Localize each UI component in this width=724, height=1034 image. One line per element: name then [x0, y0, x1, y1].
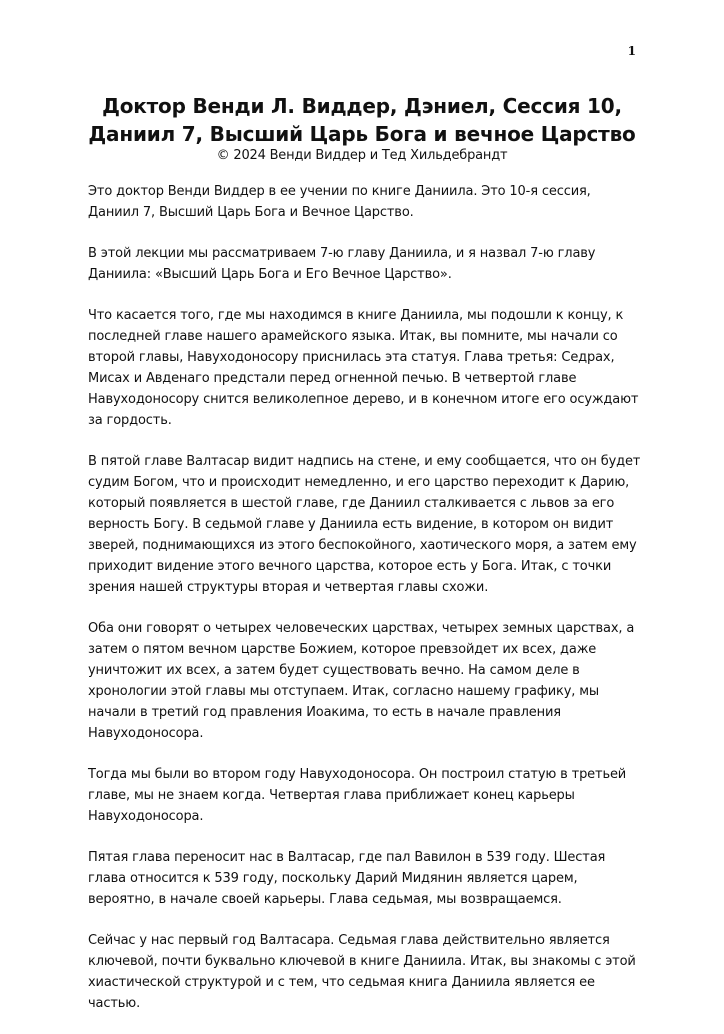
- paragraph: Пятая глава переносит нас в Валтасар, где пал Вавилон в 539 году. Шестая глава относится к 539 году, поскольку Дарий Мидянин является царем, вероятно, в начале своей карьеры. Глава седьмая, мы возвращаемся.: [88, 850, 606, 907]
- title-line-2: Даниил 7, Высший Царь Бога и вечное Царство: [88, 122, 636, 146]
- paragraph: Тогда мы были во втором году Навуходоносора. Он построил статую в третьей главе, мы не знаем когда. Четвертая глава приближает конец карьеры Навуходоносора.: [88, 767, 627, 824]
- paragraph: В пятой главе Валтасар видит надпись на стене, и ему сообщается, что он будет судим Богом, что и происходит немедленно, и его царство переходит к Дарию, который появляется в шестой главе, где Даниил сталкивается с львов за его верность Богу. В седьмой главе у Даниила есть видение, в котором он видит зверей, поднимающихся из этого беспокойного, хаотического моря, а затем ему приходит видение этого вечного царства, которое есть у Бога. Итак, с точки зрения нашей структуры вторая и четвертая главы схожи.: [88, 454, 641, 595]
- page-number: 1: [627, 44, 636, 58]
- paragraph: Это доктор Венди Виддер в ее учении по книге Даниила. Это 10-я сессия, Даниил 7, Высший Царь Бога и Вечное Царство.: [88, 184, 591, 220]
- paragraph: Оба они говорят о четырех человеческих царствах, четырех земных царствах, а затем о пятом вечном царстве Божием, которое превзойдет их всех, даже уничтожит их всех, а затем будет существовать вечно. На самом деле в хронологии этой главы мы отступаем. Итак, согласно нашему графику, мы начали в третий год правления Иоакима, то есть в начале правления Навуходоносора.: [88, 621, 635, 741]
- copyright-line: © 2024 Венди Виддер и Тед Хильдебрандт: [216, 148, 508, 163]
- paragraph: Сейчас у нас первый год Валтасара. Седьмая глава действительно является ключевой, почти буквально ключевой в книге Даниила. Итак, вы знакомы с этой хиастической структурой и с тем, что седьмая книга Даниила является ее частью.: [88, 933, 636, 1011]
- title-line-1: Доктор Венди Л. Виддер, Дэниел, Сессия 10,: [102, 94, 622, 118]
- paragraph: В этой лекции мы рассматриваем 7-ю главу Даниила, и я назвал 7-ю главу Даниила: «Высший Царь Бога и Его Вечное Царство».: [88, 246, 596, 282]
- body-text: [88, 181, 644, 1034]
- paragraph: Что касается того, где мы находимся в книге Даниила, мы подошли к концу, к последней главе нашего арамейского языка. Итак, вы помните, мы начали со второй главы, Навуходоносору приснилась эта статуя. Глава третья: Седрах, Мисах и Авденаго предстали перед огненной печью. В четвертой главе Навуходоносору снится великолепное дерево, и в конечном итоге его осуждают за гордость.: [88, 308, 639, 428]
- document-header: [60, 92, 664, 164]
